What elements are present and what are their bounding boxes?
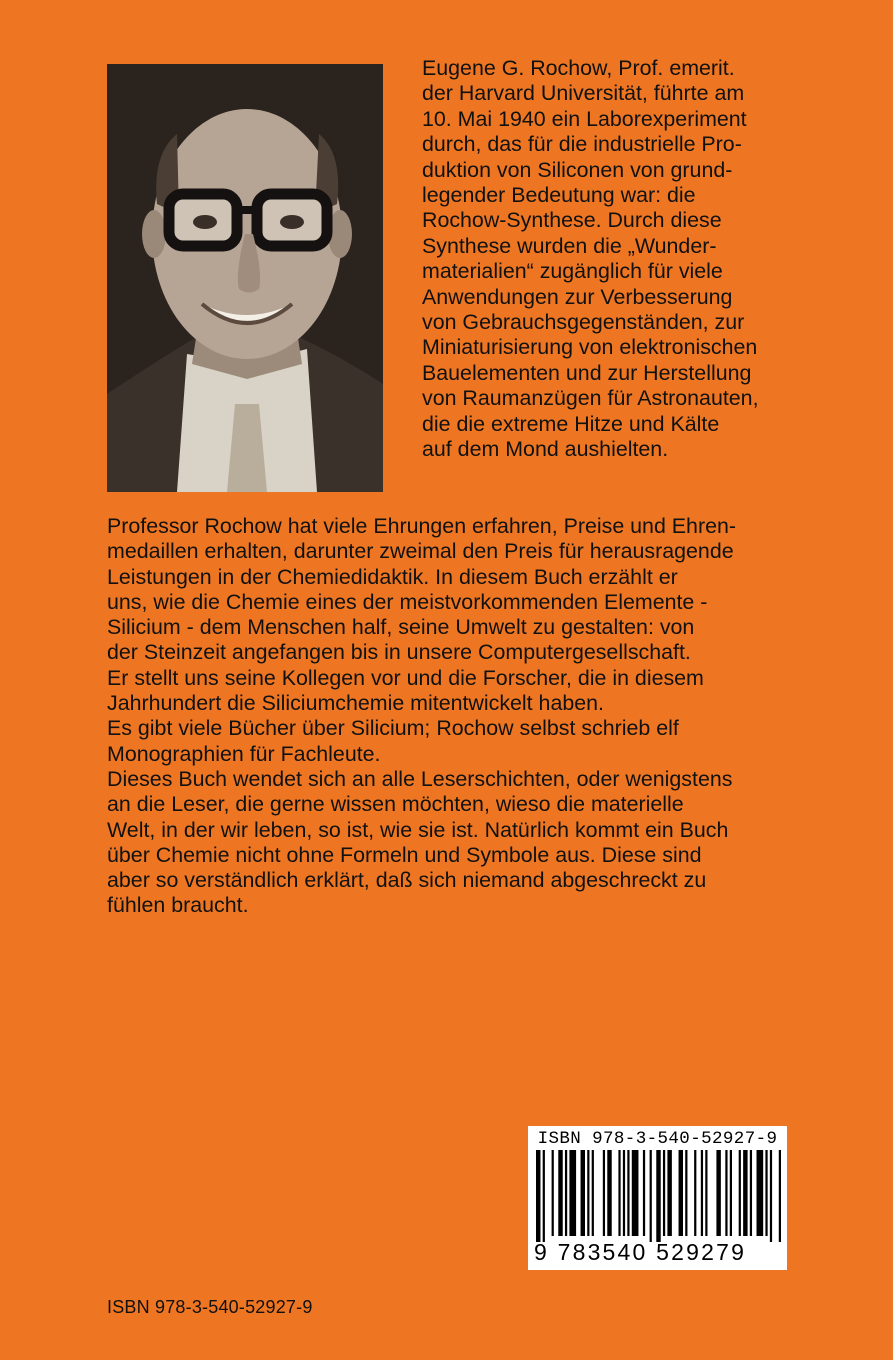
bio-line: 10. Mai 1940 ein Laborexperiment <box>422 106 747 131</box>
bio-line: Synthese wurden die „Wunder- <box>422 233 717 258</box>
description-line: Jahrhundert die Siliciumchemie mitentwickelt haben. <box>107 691 604 716</box>
barcode-bar <box>565 1150 567 1236</box>
bio-line: Rochow-Synthese. Durch diese <box>422 208 722 233</box>
description-line: Monographien für Fachleute. <box>107 741 381 766</box>
description-line: Es gibt viele Bücher über Silicium; Rochow selbst schrieb elf <box>107 716 679 741</box>
bio-line: die die extreme Hitze und Kälte <box>422 411 720 436</box>
barcode-bar <box>569 1150 576 1236</box>
author-bio <box>422 56 862 463</box>
bio-line: durch, das für die industrielle Pro- <box>422 132 742 157</box>
barcode-bar <box>618 1150 620 1236</box>
bio-line: von Raumanzügen für Astronauten, <box>422 386 759 411</box>
barcode-bar <box>750 1150 752 1236</box>
barcode-bar <box>779 1150 781 1242</box>
barcode-bar <box>656 1150 660 1242</box>
barcode-bar <box>650 1150 652 1242</box>
bio-line: Bauelementen und zur Herstellung <box>422 360 752 385</box>
book-description <box>107 514 867 919</box>
barcode-bar <box>627 1150 629 1236</box>
isbn-barcode <box>528 1126 787 1270</box>
description-line: aber so verständlich erklärt, daß sich niemand abgeschreckt zu <box>107 868 707 893</box>
barcode-bar <box>701 1150 703 1236</box>
bio-line: auf dem Mond aushielten. <box>422 437 669 462</box>
barcode-bar <box>592 1150 594 1236</box>
barcode-bar <box>587 1150 589 1236</box>
barcode-bar <box>743 1150 747 1236</box>
barcode-bar <box>623 1150 625 1236</box>
bio-line: der Harvard Universität, führte am <box>422 81 745 106</box>
barcode-bar <box>536 1150 540 1242</box>
barcode-bar <box>632 1150 639 1236</box>
barcode-bars <box>536 1150 781 1242</box>
description-line: der Steinzeit angefangen bis in unsere Computergesellschaft. <box>107 640 691 665</box>
barcode-bar <box>558 1150 562 1236</box>
barcode-bar <box>663 1150 665 1236</box>
barcode-bar <box>643 1150 645 1236</box>
bio-line: Miniaturisierung von elektronischen <box>422 335 758 360</box>
description-line: Leistungen in der Chemiedidaktik. In diesem Buch erzählt er <box>107 564 678 589</box>
description-line: Welt, in der wir leben, so ist, wie sie ist. Natürlich kommt ein Buch <box>107 817 729 842</box>
description-line: Silicium - dem Menschen half, seine Umwelt zu gestalten: von <box>107 615 695 640</box>
barcode-digits: 9 783540 529279 <box>534 1239 747 1265</box>
barcode-bar <box>739 1150 741 1236</box>
barcode-bar <box>667 1150 671 1236</box>
portrait-illustration <box>107 64 383 492</box>
barcode-bar <box>552 1150 554 1236</box>
barcode-bar <box>770 1150 772 1242</box>
bio-line: Anwendungen zur Verbesserung <box>422 284 733 309</box>
description-line: an die Leser, die gerne wissen möchten, wieso die materielle <box>107 792 684 817</box>
barcode-bar <box>725 1150 727 1236</box>
barcode-isbn-label: ISBN 978-3-540-52927-9 <box>537 1129 778 1149</box>
barcode-bar <box>607 1150 611 1236</box>
barcode-bar <box>581 1150 585 1236</box>
bio-line: legender Bedeutung war: die <box>422 183 696 208</box>
description-line: Professor Rochow hat viele Ehrungen erfahren, Preise und Ehren- <box>107 514 736 538</box>
barcode-bar <box>685 1150 687 1236</box>
barcode-bar <box>679 1150 683 1236</box>
description-line: medaillen erhalten, darunter zweimal den Preis für herausragende <box>107 539 734 564</box>
description-line: Dieses Buch wendet sich an alle Leserschichten, oder wenigstens <box>107 766 733 791</box>
barcode-bar <box>765 1150 767 1236</box>
barcode-bar <box>716 1150 720 1236</box>
isbn-text: ISBN 978-3-540-52927-9 <box>107 1297 313 1317</box>
barcode-bar <box>705 1150 707 1236</box>
barcode-bar <box>730 1150 732 1236</box>
bio-line: duktion von Siliconen von grund- <box>422 157 733 182</box>
bio-line: materialien“ zugänglich für viele <box>422 259 723 284</box>
barcode-bar <box>603 1150 605 1236</box>
bio-line: Eugene G. Rochow, Prof. emerit. <box>422 56 735 80</box>
barcode-bar <box>757 1150 764 1236</box>
description-line: uns, wie die Chemie eines der meistvorkommenden Elemente - <box>107 589 708 614</box>
description-line: Er stellt uns seine Kollegen vor und die Forscher, die in diesem <box>107 665 704 690</box>
barcode-bar <box>543 1150 545 1242</box>
bio-line: von Gebrauchsgegenständen, zur <box>422 310 745 335</box>
description-line: fühlen braucht. <box>107 893 249 918</box>
barcode-bar <box>694 1150 696 1236</box>
description-line: über Chemie nicht ohne Formeln und Symbole aus. Diese sind <box>107 842 702 867</box>
author-portrait-photo <box>107 64 383 492</box>
